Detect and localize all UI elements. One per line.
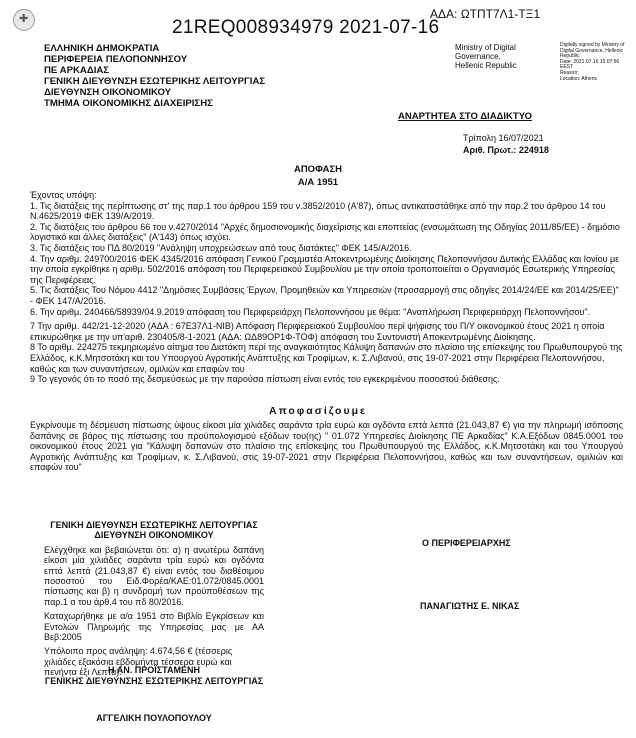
sig-ministry-line: Governance, [455, 52, 501, 61]
greek-emblem-icon [13, 9, 35, 31]
finance-heading-1: ΓΕΝΙΚΗ ΔΙΕΥΘΥΝΣΗ ΕΣΩΤΕΡΙΚΗΣ ΛΕΙΤΟΥΡΓΙΑΣ [50, 520, 258, 530]
header-line: ΕΛΛΗΝΙΚΗ ΔΗΜΟΚΡΑΤΙΑ [44, 43, 160, 54]
sig-detail-line: EEST [560, 64, 574, 71]
header-line: ΤΜΗΜΑ ΟΙΚΟΝΟΜΙΚΗΣ ΔΙΑΧΕΙΡΙΣΗΣ [44, 98, 213, 109]
considering-label: Έχοντας υπόψη: [30, 190, 97, 200]
place-date: Τρίπολη 16/07/2021 [463, 133, 544, 143]
sig-detail-line: Republic [560, 53, 580, 60]
consideration-item: 8 Το αριθμ. 224275 τεκμηριωμένο αίτημα του Διατάκτη περί της αναγκαιότητας Κάλυψη δαπανών στο πλαίσιο της επίσκεψης του Πρωθυπουργού της Ελλάδος, κ.Κ.Μητσοτάκη και του Υπουργού Αγροτικής Ανάπτυξης και Τροφίμων, κ. Σ.Λιβανού, στις 19-07-2021 στην Περιφέρεια Πελοποννήσου, καθώς και των συναντήσεων, ομιλιών και επαφών του [30, 342, 623, 374]
publish-label: ΑΝΑΡΤΗΤΕΑ ΣΤΟ ΔΙΑΔΙΚΤΥΟ [398, 111, 533, 122]
deputy-title-1: Η ΑΝ. ΠΡΟΪΣΤΑΜΕΝΗ [108, 665, 200, 675]
finance-heading-2: ΔΙΕΥΘΥΝΣΗ ΟΙΚΟΝΟΜΙΚΟΥ [94, 530, 214, 541]
consideration-item: 6. Την αριθμ. 240466/58939/04.9.2019 απόφαση του Περιφερειάρχη Πελοποννήσου με θέμα: "Αναπλήρωση Περιφερειάρχη Πελοποννήσου". [30, 306, 591, 317]
header-line: ΠΕ ΑΡΚΑΔΙΑΣ [44, 65, 110, 76]
ada-code: ΑΔΑ: ΩΤΠΤ7Λ1-ΤΞ1 [430, 7, 541, 21]
regional-head-name: ΠΑΝΑΓΙΩΤΗΣ Ε. ΝΙΚΑΣ [420, 601, 520, 611]
consideration-item: 7 Την αριθμ. 442/21-12-2020 (ΑΔΑ : 67Ε37Λ1-ΝΙΒ) Απόφαση Περιφερειακού Συμβουλίου περί ψήφισης του Π/Υ οικονομικού έτους 2021 η οποία επικυρώθηκε με την υπ'αριθ. 230405/8-1-2021 (ΑΔΑ: ΩΔ89ΟΡ1Φ-ΤΟΦ) απόφαση του Συντονιστή Αποκεντρωμένης Διοίκησης. [30, 321, 605, 342]
sig-ministry-line: Ministry of Digital [455, 43, 516, 52]
consideration-item: 1. Τις διατάξεις της περίπτωσης στ' της παρ.1 του άρθρου 159 του ν.3852/2010 (Α'87), όπως αντικαταστάθηκε από την παρ.2 του άρθρου 14 του Ν.4625/2019 ΦΕΚ 139/Α/2019. [30, 200, 606, 222]
finance-verification [44, 520, 264, 678]
sig-detail-line: Digital Governance, Hellenic [560, 47, 624, 54]
deputy-name: ΑΓΓΕΛΙΚΗ ΠΟΥΛΟΠΟΥΛΟΥ [96, 713, 212, 723]
signature-details [560, 43, 636, 82]
regional-head-title: Ο ΠΕΡΙΦΕΡΕΙΑΡΧΗΣ [422, 538, 511, 548]
header-line: ΓΕΝΙΚΗ ΔΙΕΥΘΥΝΣΗ ΕΣΩΤΕΡΙΚΗΣ ΛΕΙΤΟΥΡΓΙΑΣ [44, 76, 266, 87]
decision-title: ΑΠΟΦΑΣΗ [293, 164, 343, 175]
sig-detail-line: Location: Athens [560, 75, 597, 82]
consideration-item: 5. Τις διατάξεις Του Νόμου 4412 "Δημόσιες Συμβάσεις Έργων, Προμηθειών και Υπηρεσιών (προσαρμογή στις οδηγίες 2014/24/ΕΕ και 2014/25/ΕΕ)" - ΦΕΚ 147/Α/2016. [30, 285, 619, 306]
deputy-title-2: ΓΕΝΙΚΗΣ ΔΙΕΥΘΥΝΣΗΣ ΕΣΩΤΕΡΙΚΗΣ ΛΕΙΤΟΥΡΓΙΑΣ [44, 676, 264, 686]
verification-text: Ελέγχθηκε και βεβαιώνεται ότι: α) η ανωτέρω δαπάνη είκοσι μία χιλιάδες σαράντα τρία ευρώ και ογδόντα επτά λεπτά (21.043,87 €) είναι εντός του διαθέσιμου ποσοστού του Ειδ.Φορέα/ΚΑΕ:01.072/0845.0001 πίστωσης και β) η συνδρομή των προϋποθέσεων της παρ.1 α του άρθ.4 του πδ 80/2016. [44, 544, 264, 607]
sig-detail-line: Date: 2021.07.16 15:07:56 [560, 58, 620, 65]
remaining-balance-text: Υπόλοιπο προς ανάληψη: 4.674,56 € (τέσσερις χιλιάδες εξακόσια εβδομήντα τέσσερα ευρώ και πενήντα έξι Λεπτά). [44, 646, 233, 678]
consideration-item: 2. Τις διατάξεις του άρθρου 66 του ν.4270/2014 "Αρχές δημοσιονομικής διαχείρισης και εποπτείας (ενσωμάτωση της Οδηγίας 2011/85/ΕΕ) - δημόσιο λογιστικό και άλλες διατάξεις" (Α'143) όπως ισχύει. [30, 221, 620, 243]
sig-ministry-line: Hellenic Republic [455, 61, 517, 70]
issuer-header [44, 43, 265, 109]
decision-number: Α/Α 1951 [297, 177, 339, 188]
protocol-number: Αριθ. Πρωτ.: 224918 [463, 145, 549, 155]
decision-text: Εγκρίνουμε τη δέσμευση πίστωσης ύψους είκοσι μία χιλιάδες σαράντα τρία ευρώ και ογδόντα επτά λεπτά (21.043,87 €) για την πληρωμή ισόποσης δαπάνης σε βάρος της πίστωσης του προϋπολογισμού εξόδων του(ης) " 01.072 Υπηρεσίες Διοίκησης ΠΕ Αρκαδίας" Κ.Α.Εξόδων 0845.0001 του οικονομικού έτους 2021 για "Κάλυψη δαπανών στο πλαίσιο της επίσκεψης του Πρωθυπουργού της Ελλάδος, κ.Κ.Μητσοτάκη και του Υπουργού Αγροτικής Ανάπτυξης και Τροφίμων, κ. Σ.Λιβανού, στις 19-07-2021 στην Περιφέρεια Πελοποννήσου, καθώς και των συναντήσεων, ομιλιών και επαφών του" [30, 420, 623, 473]
consideration-item: 9 Το γεγονός ότι το ποσό της δεσμεύσεως με την παρούσα πίστωση είναι εντός του εγκεκριμένου ποσοστού διάθεσης. [30, 374, 500, 385]
decide-heading: Αποφασίζουμε [269, 405, 367, 417]
signature-ministry [455, 43, 517, 70]
considerations [30, 190, 623, 385]
sig-detail-line: Reason: [560, 69, 579, 76]
registration-text: Καταχωρήθηκε με α/α 1951 στο Βιβλίο Εγκρίσεων και Εντολών Πληρωμής της Υπηρεσίας μας με ΑΑ Βεβ:2005 [44, 611, 264, 643]
header-line: ΔΙΕΥΘΥΝΣΗ ΟΙΚΟΝΟΜΙΚΟΥ [44, 87, 172, 98]
document-number: 21REQ008934979 2021-07-16 [172, 17, 440, 38]
header-line: ΠΕΡΙΦΕΡΕΙΑ ΠΕΛΟΠΟΝΝΗΣΟΥ [44, 54, 188, 65]
consideration-item: 3. Τις διατάξεις του ΠΔ 80/2019 "Ανάληψη υποχρεώσεων από τους διατάκτες" ΦΕΚ 145/Α/2016. [30, 242, 412, 253]
sig-detail-line: Digitally signed by Ministry of [560, 42, 625, 48]
consideration-item: 4. Την αριθμ. 249700/2016 ΦΕΚ 4345/2016 απόφαση Γενικού Γραμματέα Αποκεντρωμένης Διοίκησης Πελοποννήσου Δυτικής Ελλάδας και Ιονίου με την οποία εγκρίθηκε η αριθμ. 502/2016 απόφαση του Περιφερειακού Συμβουλίου με την οποία τροποποιείται ο Οργανισμός Εσωτερικής Υπηρεσίας της Περιφέρειας. [30, 253, 620, 285]
